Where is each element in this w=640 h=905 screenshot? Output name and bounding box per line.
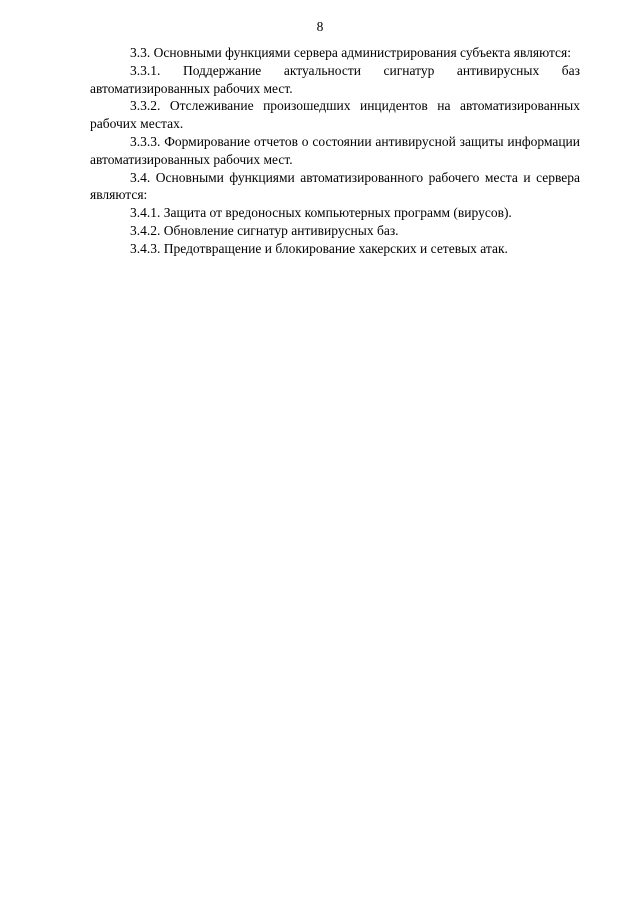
paragraph-3-4: 3.4. Основными функциями автоматизированного рабочего места и сервера являются:	[90, 169, 580, 203]
paragraph-3-4-1: 3.4.1. Защита от вредоносных компьютерных программ (вирусов).	[130, 205, 512, 221]
paragraph-3-3: 3.3. Основными функциями сервера администрирования субъекта являются:	[130, 45, 572, 60]
paragraph-3-4-2: 3.4.2. Обновление сигнатур антивирусных баз.	[130, 222, 399, 238]
paragraph-3-3-3: 3.3.3. Формирование отчетов о состоянии антивирусной защиты информации автоматизированных рабочих мест.	[90, 133, 580, 167]
page-number: 8	[316, 19, 324, 34]
paragraph-3-4-3: 3.4.3. Предотвращение и блокирование хакерских и сетевых атак.	[130, 240, 508, 256]
paragraph-3-3-2: 3.3.2. Отслеживание произошедших инцидентов на автоматизированных рабочих местах.	[90, 98, 580, 132]
document-body	[90, 44, 580, 258]
paragraph-3-3-1: 3.3.1. Поддержание актуальности сигнатур антивирусных баз автоматизированных рабочих мест.	[90, 62, 580, 96]
